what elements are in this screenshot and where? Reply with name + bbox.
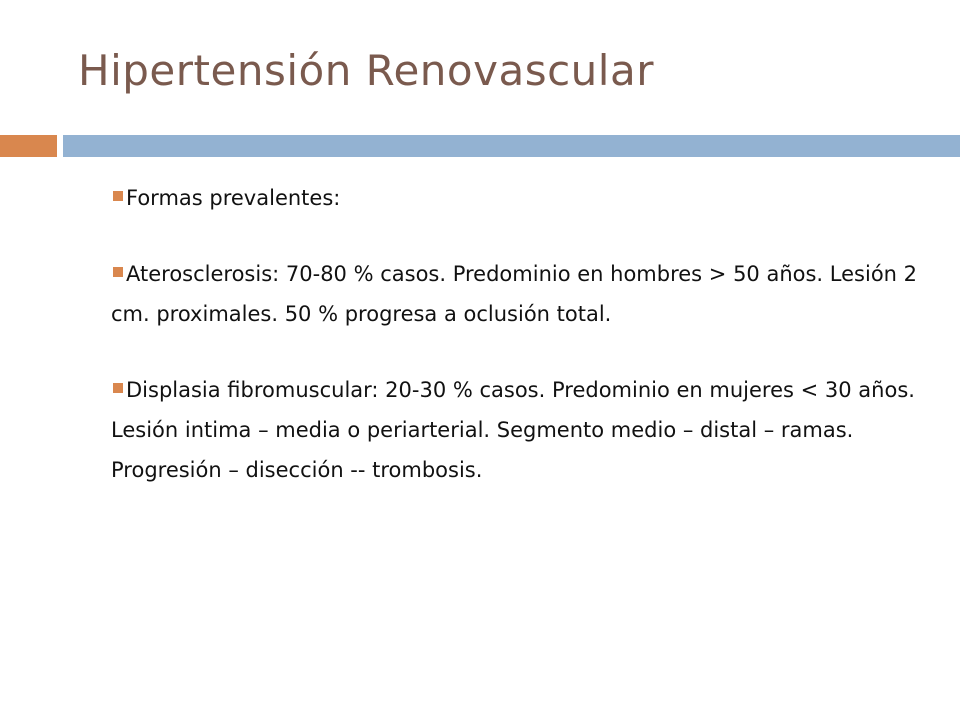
bullet-text: Formas prevalentes: (126, 186, 341, 210)
bullet-text: Aterosclerosis: 70-80 % casos. Predominio en hombres > 50 años. Lesión 2 cm. proximales. 50 % progresa a oclusión total. (111, 262, 918, 326)
bullet-item-formas (111, 178, 921, 218)
bullet-item-aterosclerosis (111, 254, 921, 334)
bullet-text: Displasia fibromuscular: 20-30 % casos. Predominio en mujeres < 30 años. Lesión intima – media o periarterial. Segmento medio – distal – ramas. Progresión – disección -- trombosis. (111, 378, 915, 482)
square-bullet-icon (113, 191, 123, 201)
accent-bar-orange (0, 135, 57, 157)
accent-bar-blue (63, 135, 960, 157)
bullet-item-displasia (111, 370, 921, 490)
square-bullet-icon (113, 383, 123, 393)
slide-title: Hipertensión Renovascular (78, 46, 654, 95)
bullet-list (111, 178, 921, 526)
square-bullet-icon (113, 267, 123, 277)
